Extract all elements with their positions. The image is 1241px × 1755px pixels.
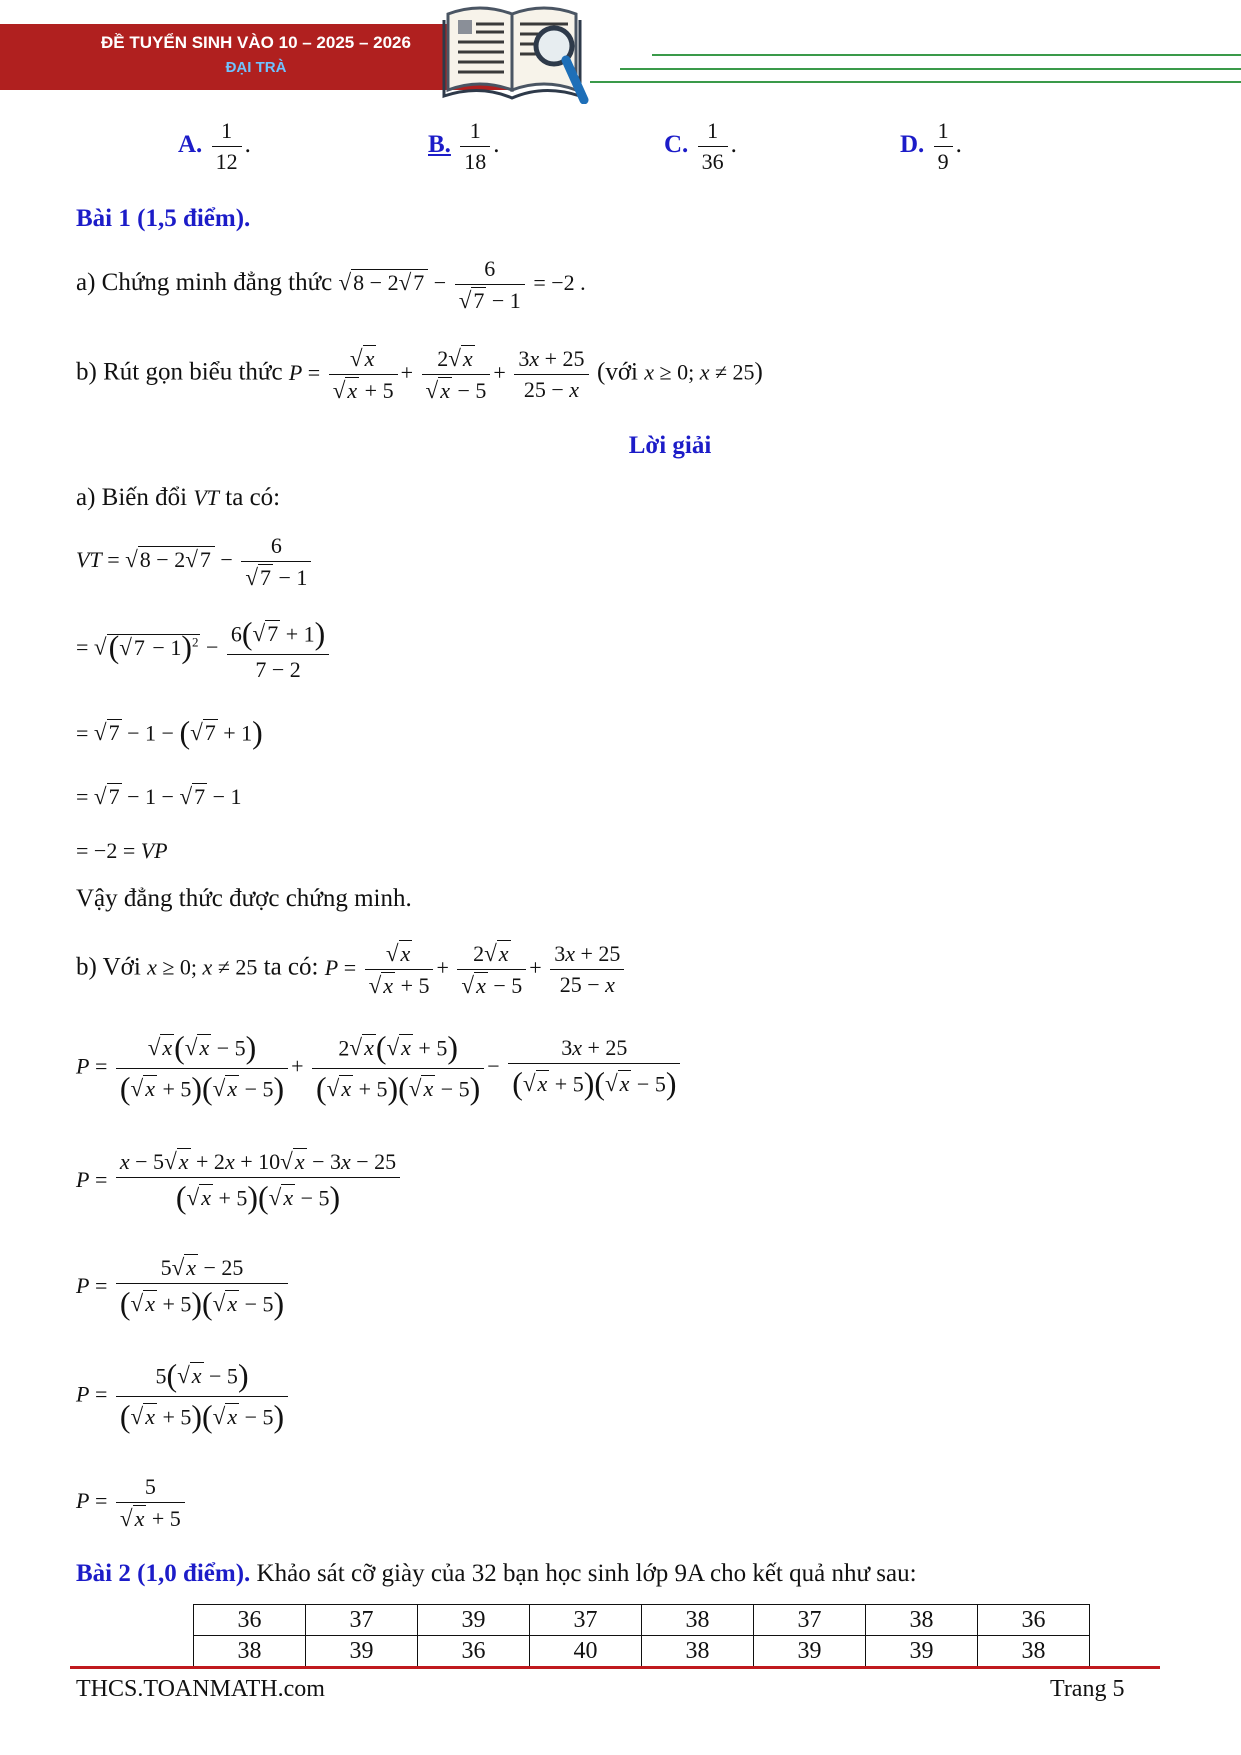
table-cell: 38 <box>642 1636 754 1667</box>
header-rule-top <box>652 54 1241 56</box>
book-magnifier-icon <box>440 0 590 104</box>
option-d: D. $\frac{1}{9}$ . <box>900 118 962 174</box>
bai2-title: Bài 2 (1,0 điểm). <box>76 1560 251 1587</box>
option-b: B. $\frac{1}{18}$ . <box>428 118 500 174</box>
table-cell: 39 <box>866 1636 978 1667</box>
solution-b-step-2: P = $\frac{x - 5√x + 2x + 10√x - 3x - 25}{(√x + 5)(√x - 5)}$ <box>76 1148 403 1216</box>
header-banner <box>0 24 512 90</box>
header-title: ĐỀ TUYỂN SINH VÀO 10 – 2025 – 2026 <box>101 33 411 52</box>
solution-b-step-1: P = $\frac{√x(√x - 5)}{(√x + 5)(√x - 5)}$ + $\frac{2√x(√x + 5)}{(√x + 5)(√x - 5)}$ − $\frac{3x + 25}{(√x + 5)(√x - 5)}$ <box>76 1030 683 1107</box>
table-cell: 39 <box>754 1636 866 1667</box>
table-cell: 38 <box>978 1636 1090 1667</box>
table-cell: 39 <box>418 1605 530 1636</box>
table-cell: 38 <box>194 1636 306 1667</box>
solution-a-step-3: = √7 − 1 − (√7 + 1) <box>76 715 263 750</box>
bai1-part-a: a) Chứng minh đẳng thức √8 − 2√7 − $\frac{6}{√7 - 1}$ = −2 . <box>76 256 586 313</box>
option-a: A. $\frac{1}{12}$ . <box>178 118 251 174</box>
table-cell: 39 <box>306 1636 418 1667</box>
table-cell: 38 <box>642 1605 754 1636</box>
option-c: C. $\frac{1}{36}$ . <box>664 118 737 174</box>
table-cell: 36 <box>978 1605 1090 1636</box>
table-cell: 36 <box>194 1605 306 1636</box>
bai1-part-b: b) Rút gọn biểu thức P = $\frac{√x}{√x + 5}$ + $\frac{2√x}{√x - 5}$ + $\frac{3x + 25}{25 - x}$ (với x ≥ 0; x ≠ 25) <box>76 345 763 403</box>
table-cell: 37 <box>530 1605 642 1636</box>
table-row <box>194 1605 1090 1636</box>
table-cell: 37 <box>754 1605 866 1636</box>
solution-b-step-3: P = $\frac{5√x - 25}{(√x + 5)(√x - 5)}$ <box>76 1254 291 1322</box>
solution-a-conclusion: Vậy đẳng thức được chứng minh. <box>76 885 412 912</box>
solution-a-step-1: VT = √8 − 2√7 − $\frac{6}{√7 - 1}$ <box>76 533 314 591</box>
solution-b-step-4: P = $\frac{5(√x - 5)}{(√x + 5)(√x - 5)}$ <box>76 1358 291 1435</box>
solution-heading: Lời giải <box>628 432 712 459</box>
footer-rule <box>70 1666 1160 1669</box>
solution-a-intro: a) Biến đổi VT ta có: <box>76 484 281 511</box>
solution-b-intro: b) Với x ≥ 0; x ≠ 25 ta có: P = $\frac{√x}{√x + 5}$ + $\frac{2√x}{√x - 5}$ + $\frac{3x + 25}{25 - x}$ <box>76 940 627 999</box>
table-cell: 38 <box>866 1605 978 1636</box>
bai1-title: Bài 1 (1,5 điểm). <box>76 205 251 232</box>
solution-a-step-4: = √7 − 1 − √7 − 1 <box>76 783 242 809</box>
footer-page-number: Trang 5 <box>1050 1676 1125 1702</box>
header-subtitle: ĐẠI TRÀ <box>225 59 287 76</box>
table-row <box>194 1636 1090 1667</box>
header-rule-mid <box>620 68 1241 70</box>
footer-site: THCS.TOANMATH.com <box>76 1676 325 1702</box>
table-cell: 37 <box>306 1605 418 1636</box>
bai2-text: Khảo sát cỡ giày của 32 bạn học sinh lớp 9A cho kết quả như sau: <box>256 1560 917 1587</box>
solution-a-step-2: = $√(√7 - 1)^2$ − $\frac{6(√7 + 1)}{7 - 2}$ <box>76 616 332 683</box>
table-cell: 36 <box>418 1636 530 1667</box>
shoe-size-table <box>193 1604 1090 1667</box>
solution-b-step-5: P = $\frac{5}{√x + 5}$ <box>76 1474 188 1532</box>
header-rule-bottom <box>590 81 1241 83</box>
table-cell: 40 <box>530 1636 642 1667</box>
bai2-statement <box>76 1560 917 1588</box>
solution-a-step-5: = −2 = VP <box>76 838 168 863</box>
